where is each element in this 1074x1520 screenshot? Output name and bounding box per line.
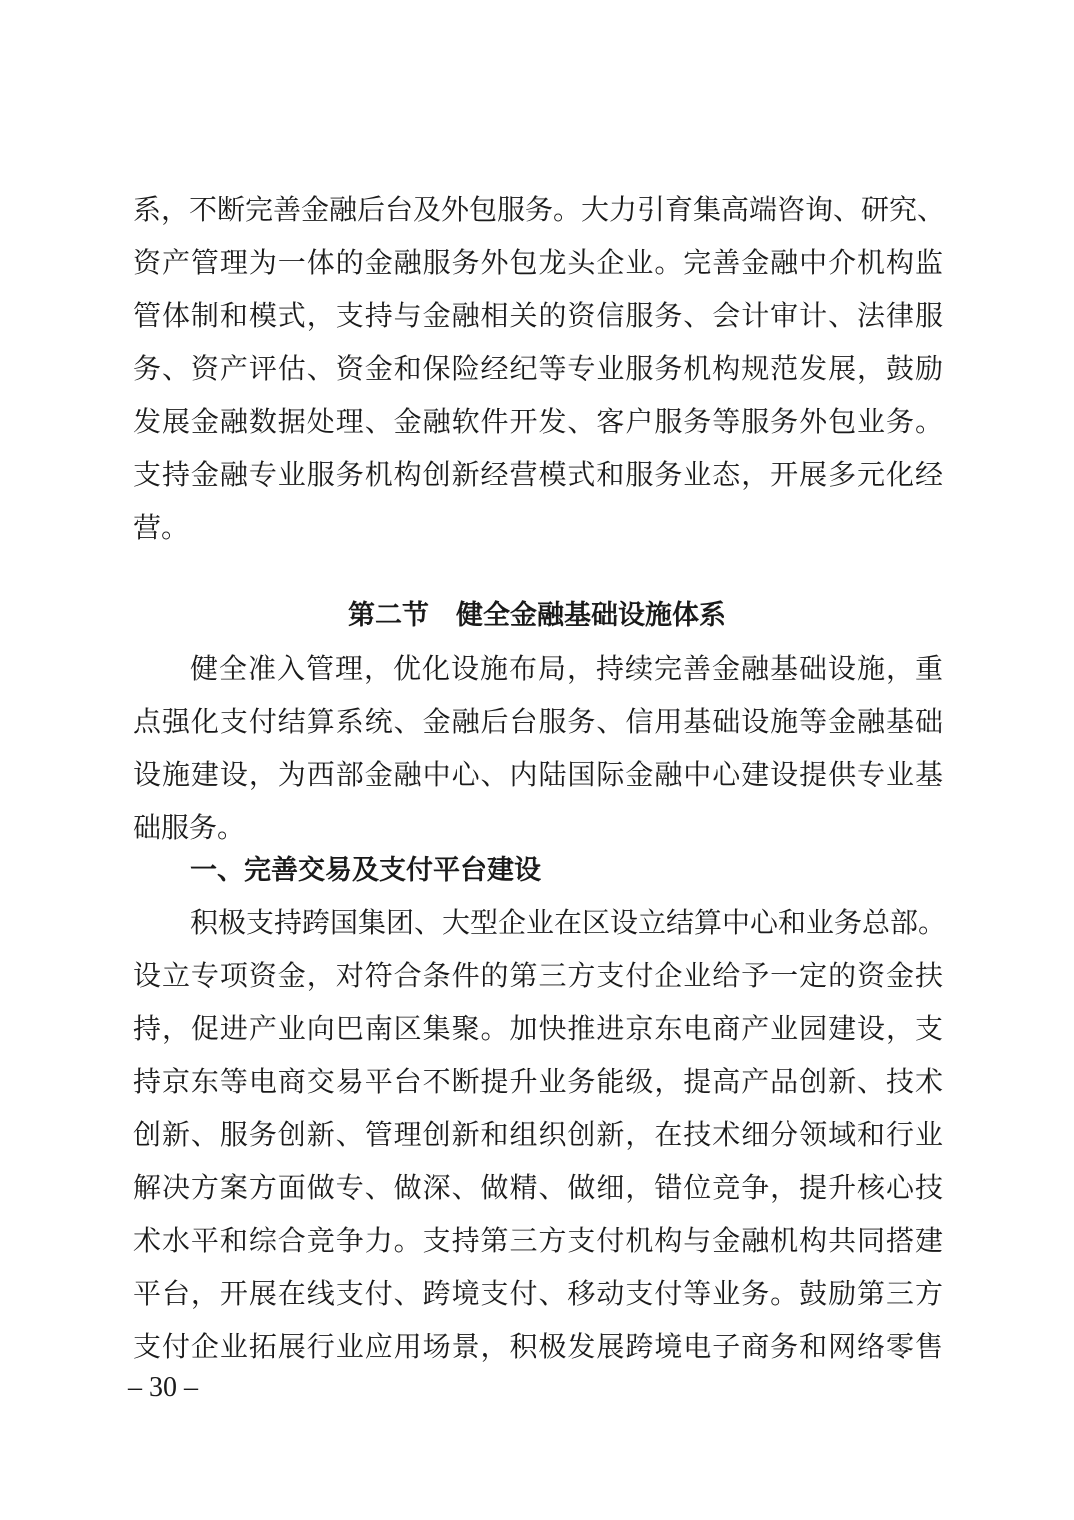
paragraph-line: 创新、服务创新、管理创新和组织创新，在技术细分领域和行业	[133, 1118, 943, 1151]
paragraph-line: 支付企业拓展行业应用场景，积极发展跨境电子商务和网络零售	[133, 1330, 943, 1363]
paragraph-line: 营。	[133, 511, 190, 544]
paragraph-line: 平台，开展在线支付、跨境支付、移动支付等业务。鼓励第三方	[133, 1277, 943, 1310]
paragraph-line: 积极支持跨国集团、大型企业在区设立结算中心和业务总部。	[190, 906, 947, 939]
paragraph-line: 设施建设，为西部金融中心、内陆国际金融中心建设提供专业基	[133, 758, 943, 791]
paragraph-line: 持京东等电商交易平台不断提升业务能级，提高产品创新、技术	[133, 1065, 943, 1098]
subsection-heading: 一、完善交易及支付平台建设	[190, 855, 541, 886]
section-heading: 第二节 健全金融基础设施体系	[348, 600, 726, 631]
paragraph-line: 础服务。	[133, 811, 246, 844]
paragraph-line: 发展金融数据处理、金融软件开发、客户服务等服务外包业务。	[133, 405, 943, 438]
page-number: – 30 –	[128, 1372, 198, 1403]
paragraph-line: 解决方案方面做专、做深、做精、做细，错位竞争，提升核心技	[133, 1171, 943, 1204]
paragraph-line: 健全准入管理，优化设施布局，持续完善金融基础设施，重	[190, 652, 943, 685]
paragraph-line: 支持金融专业服务机构创新经营模式和服务业态，开展多元化经	[133, 458, 943, 491]
paragraph-line: 系，不断完善金融后台及外包服务。大力引育集高端咨询、研究、	[133, 193, 946, 226]
paragraph-line: 管体制和模式，支持与金融相关的资信服务、会计审计、法律服	[133, 299, 943, 332]
paragraph-line: 持，促进产业向巴南区集聚。加快推进京东电商产业园建设，支	[133, 1012, 943, 1045]
paragraph-line: 务、资产评估、资金和保险经纪等专业服务机构规范发展，鼓励	[133, 352, 943, 385]
paragraph-line: 资产管理为一体的金融服务外包龙头企业。完善金融中介机构监	[133, 246, 943, 279]
paragraph-line: 术水平和综合竞争力。支持第三方支付机构与金融机构共同搭建	[133, 1224, 943, 1257]
paragraph-line: 设立专项资金，对符合条件的第三方支付企业给予一定的资金扶	[133, 959, 943, 992]
paragraph-line: 点强化支付结算系统、金融后台服务、信用基础设施等金融基础	[133, 705, 943, 738]
